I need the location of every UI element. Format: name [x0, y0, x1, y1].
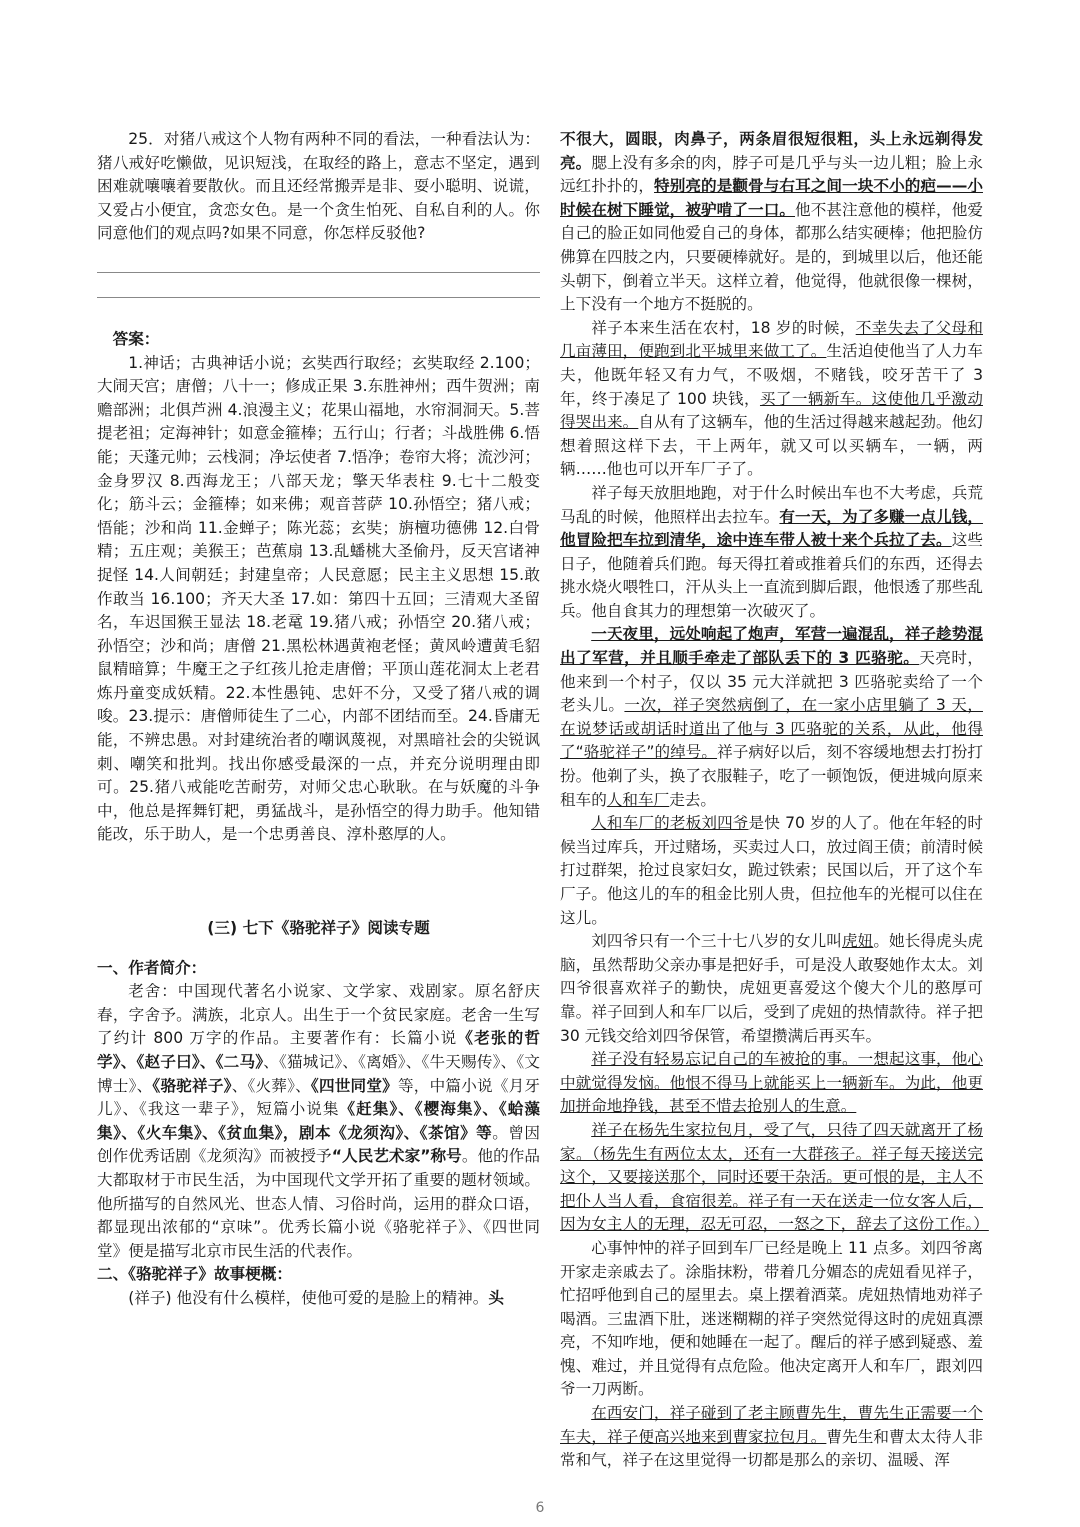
section-title: (三) 七下《骆驼祥子》阅读专题	[207, 919, 430, 938]
synopsis-start-bold: 头	[488, 1288, 504, 1307]
huniu-text-1: 刘四爷只有一个三十七八岁的女儿叫	[591, 932, 842, 951]
camels-text-3: 走去。	[669, 790, 716, 809]
yang-family-underline: 祥子在杨先生家拉包月，受了气，只待了四天就离开了杨家。（杨先生有两位太太，还有一大群孩子。祥子每天接送完这个，又要接送那个，同时还要干杂活。更可恨的是，主人不把仆人当人看，食宿很差。祥子有一天在送走一位女客人后，因为女主人的无理，忍无可忍，一怒之下，辞去了这份工作。）	[560, 1120, 989, 1234]
paragraph-huniu	[560, 930, 983, 1048]
cao-underline: 在西安门，祥子碰到了老主顾曹先生，曹先生正需要一个车夫，祥子便高兴地来到曹家拉包月。	[560, 1404, 983, 1446]
works-bold-4: 《赶集》、《樱海集》、《蛤藻集》、《火车集》、《贫血集》，剧本《龙须沟》、《茶馆》等	[97, 1100, 540, 1142]
first-car-underline-2: 买了一辆新车。这使他几乎激动得哭出来。	[560, 389, 983, 432]
car-memory-underline: 祥子没有轻易忘记自己的车被抢的事。一想起这事，他心中就觉得发恼。他恨不得马上就能买上一辆新车。为此，他更加拼命地挣钱，甚至不惜去抢别人的生意。	[560, 1050, 983, 1116]
first-car-text-1: 祥子本来生活在农村，18 岁的时候，	[591, 318, 856, 337]
soldiers-text-2: 这些日子，他随着兵们跑。每天得扛着或推着兵们的东西，还得去挑水烧火喂牲口，汗从头上一直流到脚后跟，他恨透了那些乱兵。他自食其力的理想第一次破灭了。	[560, 531, 983, 620]
paragraph-night: 心事忡忡的祥子回到车厂已经是晚上 11 点多。刘四爷离开家走亲戚去了。涂脂抹粉，带着几分媚态的虎妞看见祥子，忙招呼他到自己的屋里去。桌上摆着酒菜。虎妞热情地劝祥子喝酒。三盅酒下肚，迷迷糊糊的祥子突然觉得这时的虎妞真漂亮，不知咋地，便和她睡在一起了。醒后的祥子感到疑惑、羞愧、难过，并且觉得有点危险。他决定离开人和车厂，跟刘四爷一刀两断。	[560, 1238, 983, 1399]
camels-text-2: 祥子病好以后，刻不容缓地想去打扮打扮。他剃了头，换了衣服鞋子，吃了一顿饱饭，便进城向原来租车的	[560, 743, 983, 809]
scar-note: 特别亮的是颧骨与右耳之间一块不小的疤——小时候在树下睡觉，被驴啃了一口。	[560, 177, 983, 219]
left-column	[97, 128, 540, 1311]
synopsis-heading: 二、《骆驼祥子》故事梗概：	[97, 1265, 292, 1284]
camels-underline: 一次，祥子突然病倒了，在一家小店里躺了 3 天，在说梦话或胡话时道出了他与 3 匹骆驼的关系，从此，他得了“骆驼祥子”的绰号。	[560, 696, 983, 762]
paragraph-soldiers	[560, 482, 983, 624]
works-text-3: 等，中篇小说《月牙儿》、《我这一辈子》，短篇小说集	[97, 1076, 541, 1119]
synopsis-start-text: (祥子) 他没有什么模样，使他可爱的是脸上的精神。	[128, 1288, 489, 1307]
answer-text: 1.神话；古典神话小说；玄奘西行取经；玄奘取经 2.100；大闹天宫；唐僧；八十一；修成正果 3.东胜神州；西牛贺洲；南赡部洲；北俱芦洲 4.浪漫主义；花果山福地，水帘洞洞天。5.菩提老祖；定海神针；如意金箍棒；五行山；行者；斗战胜佛 6.悟能；天蓬元帅；云栈洞；净坛使者 7.悟净；卷帘大将；流沙河；金身罗汉 8.西海龙王；八部天龙；擎天华表柱 9.七十二般变化；筋斗云；金箍棒；如来佛；观音菩萨 10.孙悟空；猪八戒；悟能；沙和尚 11.金蝉子；陈光蕊；玄奘；旃檀功德佛 12.白骨精；五庄观；美猴王；芭蕉扇 13.乱蟠桃大圣偷丹，反天宫诸神捉怪 14.人间朝廷；封建皇帝；人民意愿；民主主义思想 15.敢作敢当 16.100；齐天大圣 17.如：第四十五回；三清观大圣留名，车迟国猴王显法 18.老鼋 19.猪八戒；孙悟空 20.猪八戒；孙悟空；沙和尚；唐僧 21.黑松林遇黄袍老怪；黄风岭遭黄毛貂鼠精暗算；牛魔王之子红孩儿抢走唐僧；平顶山莲花洞太上老君炼丹童变成妖精。22.本性愚钝、忠奸不分，又受了猪八戒的调唆。23.提示：唐僧师徒生了二心，内部不团结而至。24.昏庸无能，不辨忠愚。对封建统治者的嘲讽蔑视，对黑暗社会的尖锐讽刺、嘲笑和批判。找出你感受最深的一点，并充分说明理由即可。25.猪八戒能吃苦耐劳，对师父忠心耿耿。在与妖魔的斗争中，他总是挥舞钉耙，勇猛战斗，是孙悟空的得力助手。他知错能改，乐于助人，是一个忠勇善良、淳朴憨厚的人。	[97, 353, 540, 844]
paragraph-first-car	[560, 317, 983, 482]
first-car-text-3: 自从有了这辆车，他的生活过得越来越起劲。他幻想着照这样下去，干上两年，就又可以买辆车，一辆，两辆……他也可以开车厂子了。	[560, 413, 983, 479]
paragraph-yang-family	[560, 1119, 989, 1237]
paragraph-liu-siye	[560, 812, 983, 930]
works-bold-3: 《四世同堂》	[310, 1076, 398, 1095]
title-award: “人民艺术家”称号	[331, 1147, 462, 1166]
author-intro-text: 老舍：中国现代著名小说家、文学家、戏剧家。原名舒庆春，字舍予。满族，北京人。出生于一个贫民家庭。老舍一生写了约计 800 万字的作品。主要著作有：长篇小说	[97, 982, 540, 1048]
answer-heading: 答案：	[112, 329, 160, 348]
right-column	[560, 128, 989, 1473]
soldiers-bold: 有一天，为了多赚一点儿钱，他冒险把车拉到清华，途中连车带人被十来个兵拉了去。	[560, 507, 983, 550]
author-intro	[97, 980, 540, 1263]
appearance-text: 腮上没有多余的肉，脖子可是几乎与头一边儿粗；脸上永远红扑扑的，	[560, 153, 983, 196]
first-car-underline-1: 不幸失去了父母和几亩薄田，便跑到北平城里来做工了。	[560, 318, 983, 361]
first-car-text-2: 生活迫使他当了人力车夫，他既年轻又有力气，不吸烟，不赌钱，咬牙苦干了 3 年，终于凑足了 100 块钱，	[560, 342, 983, 408]
works-text-1: 、《猫城记》、《离婚》、《牛天赐传》、《文博士》、	[97, 1053, 540, 1095]
paragraph-cao	[560, 1402, 983, 1473]
huniu-name: 虎妞	[841, 932, 874, 951]
camels-text-1: 天亮时，他来到一个村子，仅以 35 元大洋就把 3 匹骆驼卖给了一个老头儿。	[560, 649, 983, 715]
renhe-factory: 人和车厂	[606, 790, 670, 809]
appearance-bold: 不很大，圆眼，肉鼻子，两条眉很短很粗，头上永远剃得发亮。	[560, 130, 983, 172]
paragraph-appearance	[560, 128, 983, 317]
works-text-2: 、《火葬》、	[231, 1076, 311, 1095]
liu-siye-text: 是快 70 岁的人了。他在年轻的时候当过库兵，开过赌场，买卖过人口，放过阎王债；前清时候打过群架，抢过良家妇女，跪过铁索；民国以后，开了这个车厂子。他这儿的车的租金比别人贵，但拉他车的光棍可以住在这儿。	[560, 814, 983, 927]
works-bold-1: 《老张的哲学》、《赵子曰》、《二马》	[97, 1029, 540, 1071]
works-text-4: 。曾因创作优秀话剧《龙须沟》而被授予	[97, 1123, 540, 1166]
synopsis-start	[97, 1287, 540, 1311]
liu-siye-underline: 人和车厂的老板刘四爷	[591, 814, 749, 833]
cao-text: 曹先生和曹太太待人非常和气，祥子在这里觉得一切都是那么的亲切、温暖、浑	[560, 1427, 983, 1470]
paragraph-camels	[560, 623, 983, 812]
huniu-text-2: 。她长得虎头虎脑，虽然帮助父亲办事是把好手，可是没人敢娶她作太太。刘四爷很喜欢祥子的勤快，虎妞更喜爱这个傻大个儿的憨厚可靠。祥子回到人和车厂以后，受到了虎妞的热情款待。祥子把 30 元钱交给刘四爷保管，希望攒满后再买车。	[560, 932, 983, 1045]
question-25: 25．对猪八戒这个人物有两种不同的看法，一种看法认为：猪八戒好吃懒做，见识短浅，在取经的路上，意志不坚定，遇到困难就嚷嚷着要散伙。而且还经常搬弄是非、耍小聪明、说谎，又爱占小便宜，贪恋女色。是一个贪生怕死、自私自利的人。你同意他们的观点吗?如果不同意，你怎样反驳他?	[97, 130, 540, 243]
paragraph-car-memory	[560, 1048, 983, 1119]
author-intro-end: 。他的作品大都取材于市民生活，为中国现代文学开拓了重要的题材领域。他所描写的自然风光、世态人情、习俗时尚，运用的群众口语，都显现出浓郁的“京味”。优秀长篇小说《骆驼祥子》、《四世同堂》便是描写北京市民生活的代表作。	[97, 1147, 540, 1260]
appearance-end: 他不甚注意他的模样，他爱自己的脸正如同他爱自己的身体，都那么结实硬棒；他把脸仿佛算在四肢之内，只要硬棒就好。是的，到城里以后，他还能头朝下，倒着立半天。这样立着，他觉得，他就很像一棵树，上下没有一个地方不挺脱的。	[560, 200, 983, 314]
page-number: 6	[535, 1500, 545, 1516]
works-bold-2: 《骆驼祥子》	[152, 1076, 232, 1095]
author-heading: 一、作者简介：	[97, 958, 207, 977]
soldiers-text-1: 祥子每天放胆地跑，对于什么时候出车也不大考虑，兵荒马乱的时候，他照样出去拉车。	[560, 483, 983, 526]
camels-bold: 一天夜里，远处响起了炮声，军营一遍混乱，祥子趁势混出了军营，并且顺手牵走了部队丢下的 3 匹骆驼。	[560, 625, 983, 668]
